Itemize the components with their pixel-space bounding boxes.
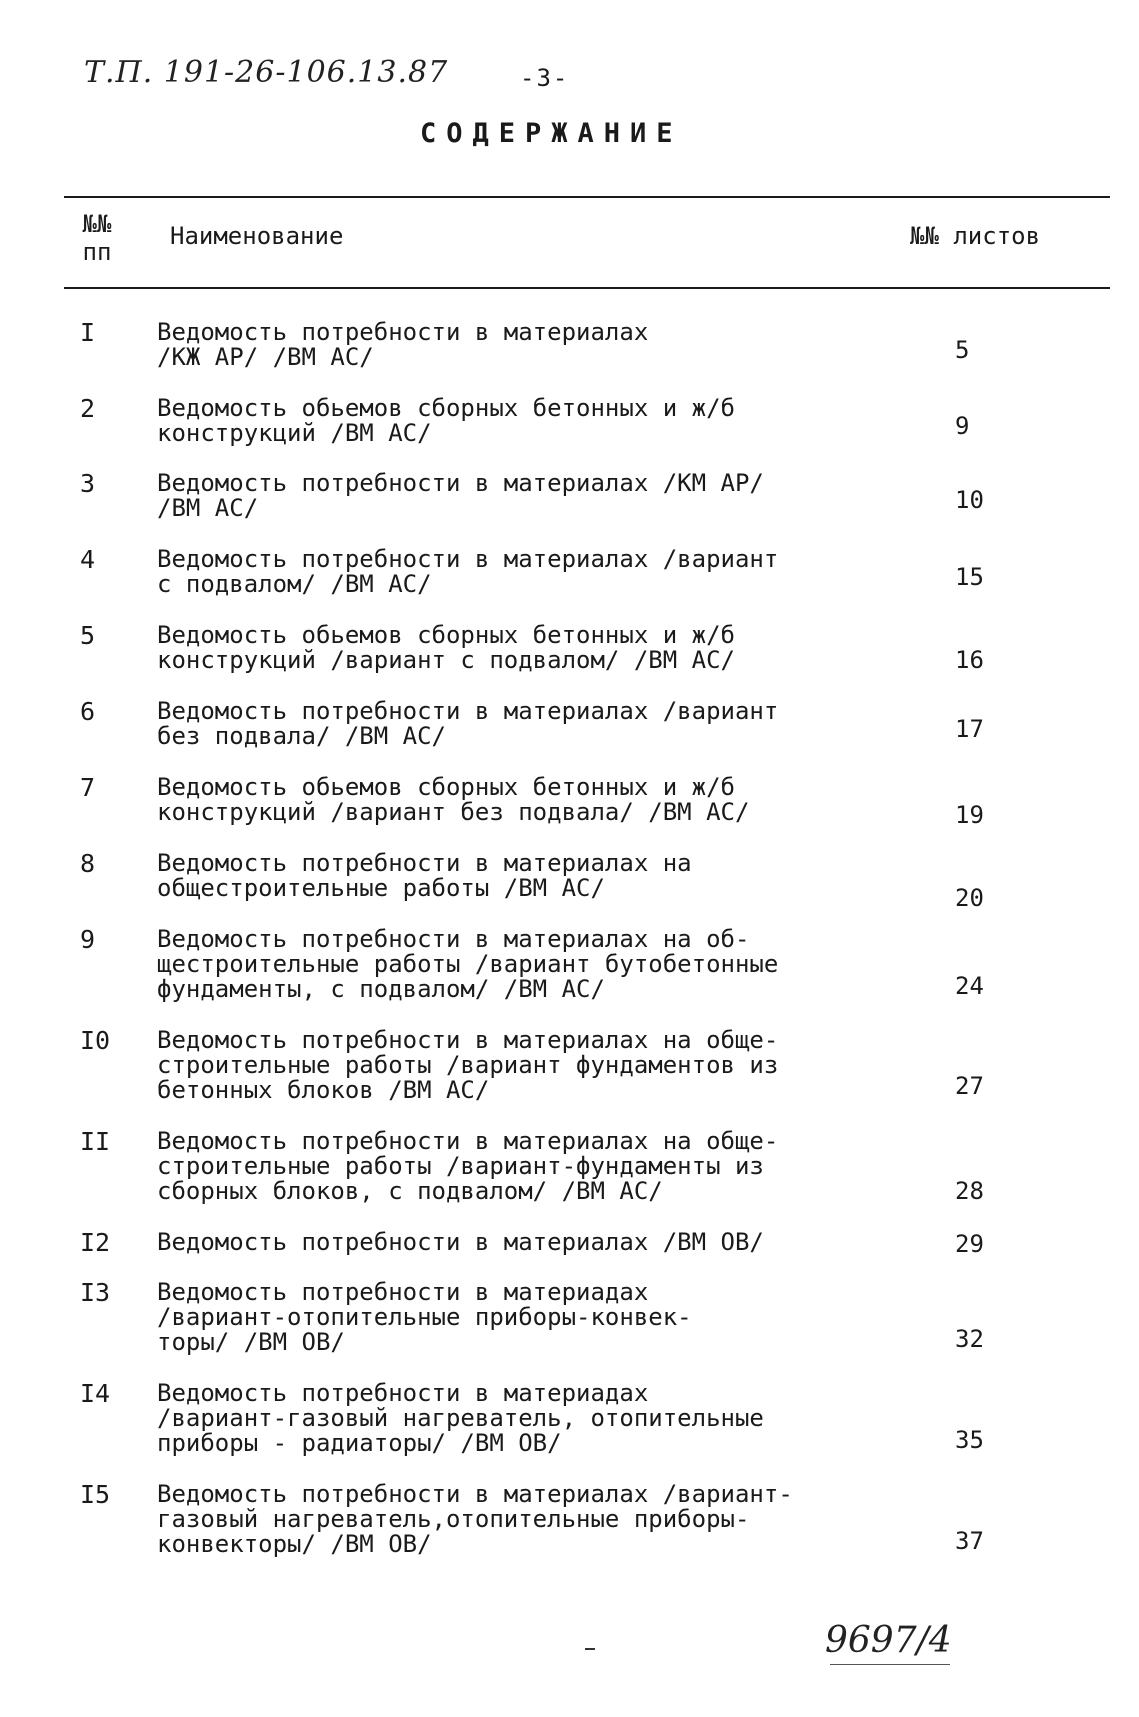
row-number: I3 — [80, 1278, 111, 1307]
row-name: Ведомость потребности в материалах на обще- строительные работы /вариант фундаментов из бетонных блоков /ВМ АС/ — [157, 1026, 779, 1104]
row-number: I5 — [80, 1480, 111, 1509]
row-name: Ведомость потребности в материалах на общестроительные работы /ВМ АС/ — [157, 849, 692, 902]
row-name: Ведомость потребности в материалах /КЖ АР/ /ВМ АС/ — [157, 318, 649, 371]
row-number: I4 — [80, 1379, 111, 1408]
row-name: Ведомость потребности в материалах /вариант с подвалом/ /ВМ АС/ — [157, 545, 779, 598]
row-sheet: 20 — [955, 884, 984, 912]
row-number: 9 — [80, 925, 96, 954]
inventory-underline — [830, 1664, 950, 1665]
row-number: 8 — [80, 849, 96, 878]
row-sheet: 17 — [955, 715, 984, 743]
column-header-name: Наименование — [170, 222, 344, 250]
row-sheet: 27 — [955, 1072, 984, 1100]
row-name: Ведомость обьемов сборных бетонных и ж/б конструкций /ВМ АС/ — [157, 394, 735, 447]
row-name: Ведомость потребности в материалах на об- щестроительные работы /вариант бутобетонные фундаменты, с подвалом/ /ВМ АС/ — [157, 925, 779, 1003]
row-number: 7 — [80, 773, 96, 802]
row-name: Ведомость потребности в материалах /ВМ ОВ/ — [157, 1228, 764, 1256]
row-sheet: 15 — [955, 563, 984, 591]
footer-dash — [585, 1648, 595, 1650]
column-header-number: №№ пп — [82, 210, 112, 266]
page-title: СОДЕРЖАНИЕ — [420, 118, 683, 149]
row-sheet: 10 — [955, 486, 984, 514]
row-number: I — [80, 318, 96, 347]
row-number: 5 — [80, 621, 96, 650]
row-number: I0 — [80, 1026, 111, 1055]
column-header-sheets: №№ листов — [910, 222, 1041, 250]
row-name: Ведомость потребности в материалах на обще- строительные работы /вариант-фундаменты из сборных блоков, с подвалом/ /ВМ АС/ — [157, 1127, 779, 1205]
row-sheet: 28 — [955, 1177, 984, 1205]
table-top-rule — [64, 196, 1110, 198]
row-number: I2 — [80, 1228, 111, 1257]
row-number: 2 — [80, 394, 96, 423]
row-name: Ведомость потребности в материалах /вариант- газовый нагреватель,отопительные приборы- конвекторы/ /ВМ ОВ/ — [157, 1480, 793, 1558]
row-sheet: 35 — [955, 1426, 984, 1454]
row-sheet: 16 — [955, 646, 984, 674]
row-number: 6 — [80, 697, 96, 726]
row-sheet: 24 — [955, 972, 984, 1000]
row-sheet: 19 — [955, 801, 984, 829]
document-code: Т.П. 191-26-106.13.87 — [84, 55, 449, 90]
row-number: 3 — [80, 469, 96, 498]
row-sheet: 37 — [955, 1527, 984, 1555]
page-number: -3- — [520, 64, 570, 92]
row-name: Ведомость потребности в материалах /КМ АР/ /ВМ АС/ — [157, 469, 764, 522]
row-name: Ведомость потребности в материадах /вариант-газовый нагреватель, отопительные приборы - радиаторы/ /ВМ ОВ/ — [157, 1379, 764, 1457]
row-sheet: 29 — [955, 1230, 984, 1258]
row-name: Ведомость обьемов сборных бетонных и ж/б конструкций /вариант без подвала/ /ВМ АС/ — [157, 773, 750, 826]
table-header-rule — [64, 287, 1110, 289]
row-sheet: 9 — [955, 412, 970, 440]
row-number: 4 — [80, 545, 96, 574]
inventory-number: 9697/4 — [825, 1620, 952, 1661]
row-name: Ведомость потребности в материадах /вариант-отопительные приборы-конвек- торы/ /ВМ ОВ/ — [157, 1278, 692, 1356]
row-name: Ведомость потребности в материалах /вариант без подвала/ /ВМ АС/ — [157, 697, 779, 750]
row-sheet: 5 — [955, 336, 970, 364]
row-number: II — [80, 1127, 111, 1156]
row-sheet: 32 — [955, 1325, 984, 1353]
row-name: Ведомость обьемов сборных бетонных и ж/б конструкций /вариант с подвалом/ /ВМ АС/ — [157, 621, 735, 674]
